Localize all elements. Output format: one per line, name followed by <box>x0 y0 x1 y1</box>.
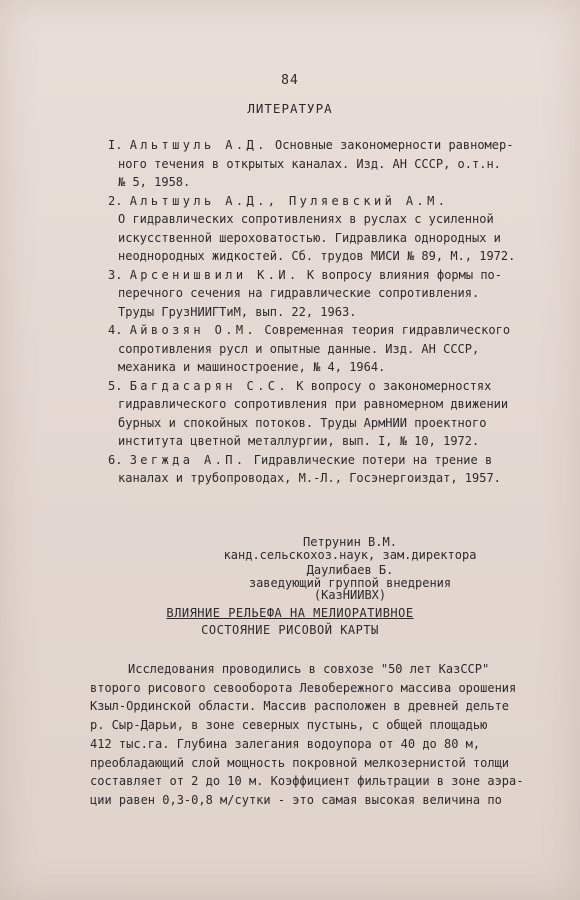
reference-number: 5. <box>108 378 123 393</box>
body-line: преобладающий слой мощность покровной мелкозернистой толщи <box>90 755 510 770</box>
article-body <box>90 660 570 810</box>
reference-text: перечного сечения на гидравлические сопротивления. <box>118 286 480 300</box>
author-name: Даулибаев Б. <box>306 563 394 577</box>
article-title-line: ВЛИЯНИЕ РЕЛЬЕФА НА МЕЛИОРАТИВНОЕ <box>166 606 414 620</box>
article-title <box>0 605 580 639</box>
reference-text: ного течения в открытых каналах. Изд. АН СССР, о.т.н. <box>118 156 501 171</box>
reference-author: Айвозян О.М. <box>129 323 258 337</box>
reference-item <box>108 377 578 451</box>
reference-author: Зегжда А.П. <box>129 452 247 467</box>
reference-item <box>108 266 578 322</box>
reference-number: 6. <box>108 452 123 467</box>
body-line: второго рисового севооборота Левобережного массива орошения <box>90 680 517 695</box>
author-institute: (КазНИИВХ) <box>313 588 387 602</box>
reference-text: О гидравлических сопротивлениях в руслах с усиленной <box>118 212 494 226</box>
reference-text: Современная теория гидравлического <box>264 323 511 337</box>
reference-number: I. <box>108 138 123 152</box>
author-role: заведующий группой внедрения <box>248 576 452 590</box>
author-name: Петрунин В.М. <box>303 535 397 549</box>
reference-text: № 5, 1958. <box>118 175 191 189</box>
reference-item <box>108 136 578 192</box>
reference-text: бурных и спокойных потоков. Труды АрмНИИ проектного <box>118 415 487 430</box>
article-title-line: СОСТОЯНИЕ РИСОВОЙ КАРТЫ <box>201 623 379 637</box>
body-line: р. Сыр-Дарьи, в зоне северных пустынь, с общей площадью <box>90 718 488 733</box>
reference-text: К вопросу о закономерностях <box>296 378 492 393</box>
reference-text: института цветной металлургии, вып. I, № 10, 1972. <box>118 434 480 448</box>
reference-text: каналах и трубопроводах, М.-Л., Госэнергоиздат, 1957. <box>118 471 501 485</box>
reference-text: Труды ГрузНИИГТиМ, вып. 22, 1963. <box>118 304 357 319</box>
page-number: 84 <box>281 73 299 88</box>
reference-item <box>108 451 578 488</box>
reference-item <box>108 321 578 377</box>
reference-number: 3. <box>108 267 123 282</box>
body-line: составляет от 2 до 10 м. Коэффициент фильтрации в зоне аэра- <box>90 774 524 789</box>
author-role: канд.сельскохоз.наук, зам.директора <box>223 548 477 562</box>
reference-number: 2. <box>108 193 123 208</box>
reference-text: сопротивления русл и опытные данные. Изд. АН СССР, <box>118 341 480 356</box>
reference-text: механика и машиностроение, № 4, 1964. <box>118 360 386 374</box>
reference-text: Гидравлические потери на трение в <box>253 452 493 467</box>
reference-author: Альтшуль А.Д. <box>129 138 268 152</box>
reference-list <box>108 136 578 488</box>
reference-author: Альтшуль А.Д., Пуляевский А.М. <box>129 193 449 208</box>
references-heading: ЛИТЕРАТУРА <box>247 101 333 116</box>
reference-author: Багдасарян С.С. <box>129 378 290 393</box>
reference-text: неоднородных жидкостей. Сб. трудов МИСИ № 89, М., 1972. <box>118 249 516 263</box>
reference-text: искусственной шероховатостью. Гидравлика однородных и <box>118 230 501 245</box>
reference-text: гидравлического сопротивления при равномерном движении <box>118 397 509 411</box>
reference-author: Арсенишвили К.И. <box>129 267 300 282</box>
reference-item <box>108 192 578 266</box>
reference-text: К вопросу влияния формы по- <box>306 267 502 282</box>
body-line: ции равен 0,3-0,8 м/сутки - это самая высокая величина по <box>90 792 502 807</box>
body-line: Исследования проводились в совхозе "50 лет КазССР" <box>128 662 490 676</box>
reference-text: Основные закономерности равномер- <box>275 138 514 152</box>
body-line: 412 тыс.га. Глубина залегания водоупора от 40 до 80 м, <box>90 736 481 751</box>
reference-number: 4. <box>108 323 123 337</box>
body-line: Кзыл-Ординской области. Массив расположен в древней дельте <box>90 699 510 714</box>
